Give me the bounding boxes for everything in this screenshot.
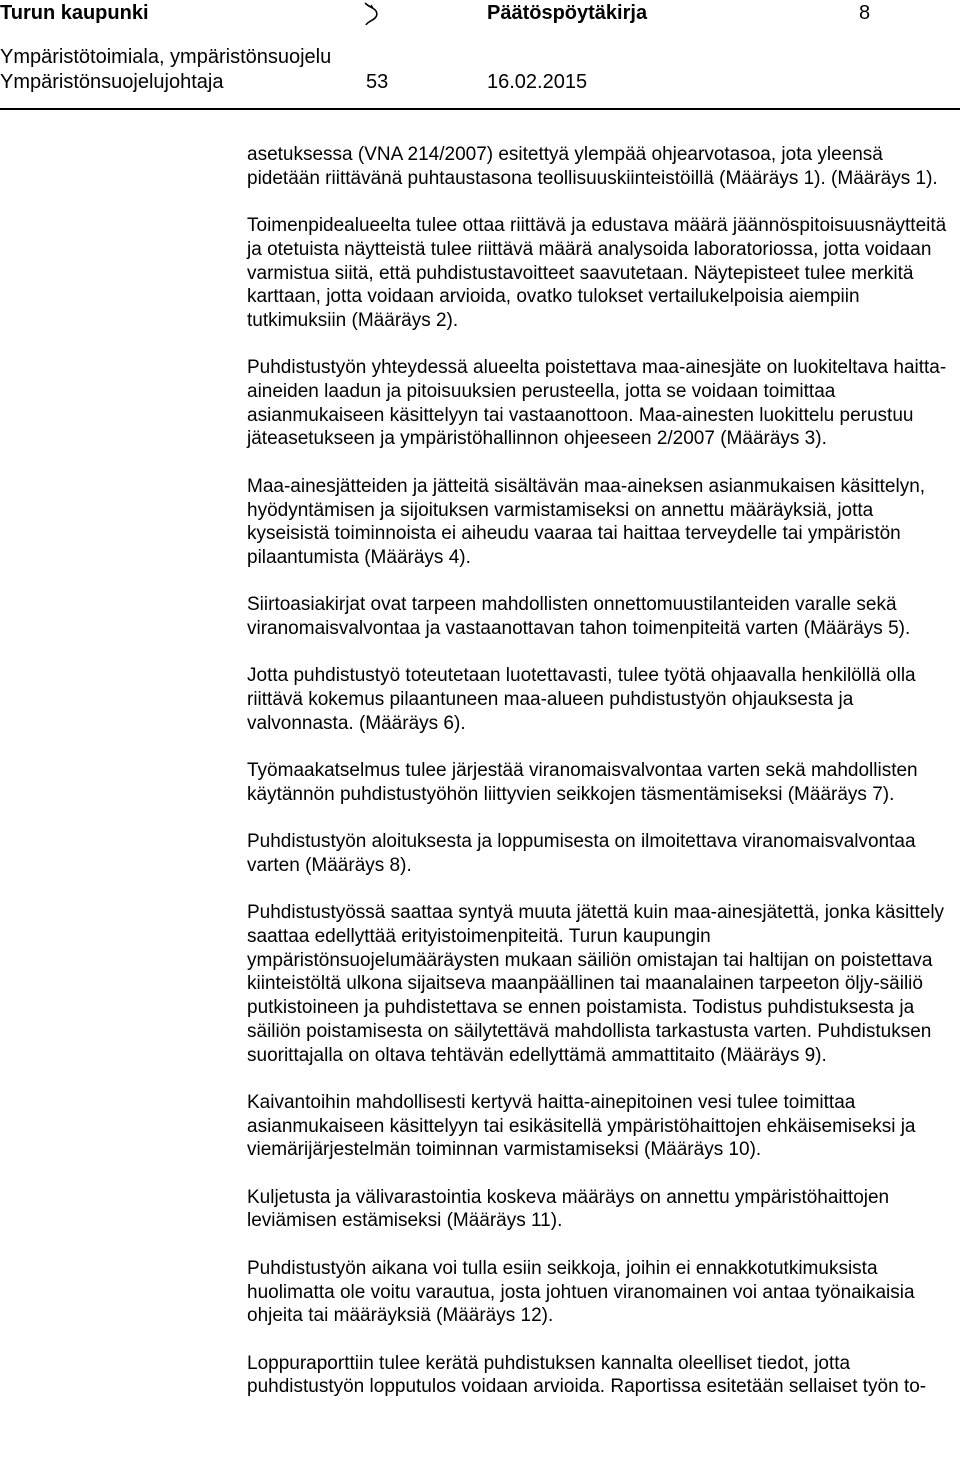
document-body (247, 143, 953, 1423)
paragraph-4: Maa-ainesjätteiden ja jätteitä sisältävän maa-aineksen asianmukaisen käsittelyn, hyödyntämisen ja sijoituksen varmistamiseksi on annettu määräyksiä, jotta kyseisistä toiminnoista ei aiheudu vaaraa tai haittaa terveydelle tai ympäristön pilaantumista (Määräys 4). (247, 475, 926, 568)
section-number: 53 (366, 71, 389, 93)
paragraph-1: asetuksessa (VNA 214/2007) esitettyä ylempää ohjearvotasoa, jota yleensä pidetään riittävänä puhtaustasona teollisuuskiinteistöillä (Määräys 1). (Määräys 1). (247, 144, 938, 189)
page-number: 8 (859, 2, 871, 24)
document-type: Päätöspöytäkirja (487, 2, 648, 24)
paragraph-8: Puhdistustyön aloituksesta ja loppumisesta on ilmoitettava viranomaisvalvontaa varten (Määräys 8). (247, 831, 916, 876)
header-divider (0, 108, 960, 110)
organization-name: Turun kaupunki (0, 2, 149, 24)
paragraph-9: Puhdistustyössä saattaa syntyä muuta jätettä kuin maa-ainesjätettä, jonka käsittely saattaa edellyttää erityistoimenpiteitä. Turun kaupungin ympäristönsuojelumääräysten mukaan säiliön omistajan tai haltijan on poistettava kiinteistöltä ulkona sijaitseva maanpäällinen tai maanalainen tarpeeton öljy-säiliö putkistoineen ja puhdistettava se ennen poistamista. Todistus puhdistuksesta ja säiliön poistamisesta on säilytettävä mahdollista tarkastusta varten. Puhdistuksen suorittajalla on oltava tehtävän edellyttämä ammattitaito (Määräys 9). (247, 902, 945, 1066)
department: Ympäristötoimiala, ympäristönsuojelu (0, 46, 332, 68)
paragraph-3: Puhdistustyön yhteydessä alueelta poistettava maa-ainesjäte on luokiteltava haitta-aineiden laadun ja pitoisuuksien perusteella, jotta se voidaan toimittaa asianmukaiseen käsittelyyn tai vastaanottoon. Maa-ainesten luokittelu perustuu jäteasetukseen ja ympäristöhallinnon ohjeeseen 2/2007 (Määräys 3). (247, 357, 947, 450)
paragraph-12: Puhdistustyön aikana voi tulla esiin seikkoja, joihin ei ennakkotutkimuksista huolimatta ole voitu varautua, josta johtuen viranomainen voi antaa työnaikaisia ohjeita tai määräyksiä (Määräys 12). (247, 1257, 915, 1327)
paragraph-7: Työmaakatselmus tulee järjestää viranomaisvalvontaa varten sekä mahdollisten käytännön puhdistustyöhön liittyvien seikkojen täsmentämiseksi (Määräys 7). (247, 760, 918, 805)
page-header (0, 0, 960, 110)
paragraph-2: Toimenpidealueelta tulee ottaa riittävä ja edustava määrä jäännöspitoisuusnäytteitä ja otetuista näytteistä tulee riittävä määrä analysoida laboratoriossa, jotta voidaan varmistua siitä, että puhdistustavoitteet saavutetaan. Näytepisteet tulee merkitä karttaan, jotta voidaan arvioida, ovatko tulokset vertailukelpoisia aiempiin tutkimuksiin (Määräys 2). (247, 215, 947, 331)
paragraph-13: Loppuraporttiin tulee kerätä puhdistuksen kannalta oleelliset tiedot, jotta puhdistustyön lopputulos voidaan arvioida. Raportissa esitetään sellaiset työn to- (247, 1352, 927, 1398)
paragraph-10: Kaivantoihin mahdollisesti kertyvä haitta-ainepitoinen vesi tulee toimittaa asianmukaiseen käsittelyyn tai esikäsitellä ympäristöhaittojen ehkäisemiseksi ja viemärijärjestelmän toiminnan varmistamiseksi (Määräys 10). (247, 1091, 916, 1161)
turku-coat-of-arms-icon (362, 2, 380, 26)
paragraph-5: Siirtoasiakirjat ovat tarpeen mahdollisten onnettomuustilanteiden varalle sekä viranomaisvalvontaa ja vastaanottavan tahon toimenpiteitä varten (Määräys 5). (247, 594, 911, 639)
paragraph-11: Kuljetusta ja välivarastointia koskeva määräys on annettu ympäristöhaittojen leviämisen estämiseksi (Määräys 11). (247, 1186, 890, 1232)
paragraph-6: Jotta puhdistustyö toteutetaan luotettavasti, tulee työtä ohjaavalla henkilöllä olla riittävä kokemus pilaantuneen maa-alueen puhdistustyön ohjauksesta ja valvonnasta. (Määräys 6). (247, 665, 916, 734)
official-title: Ympäristönsuojelujohtaja (0, 71, 224, 93)
document-date: 16.02.2015 (487, 71, 588, 93)
